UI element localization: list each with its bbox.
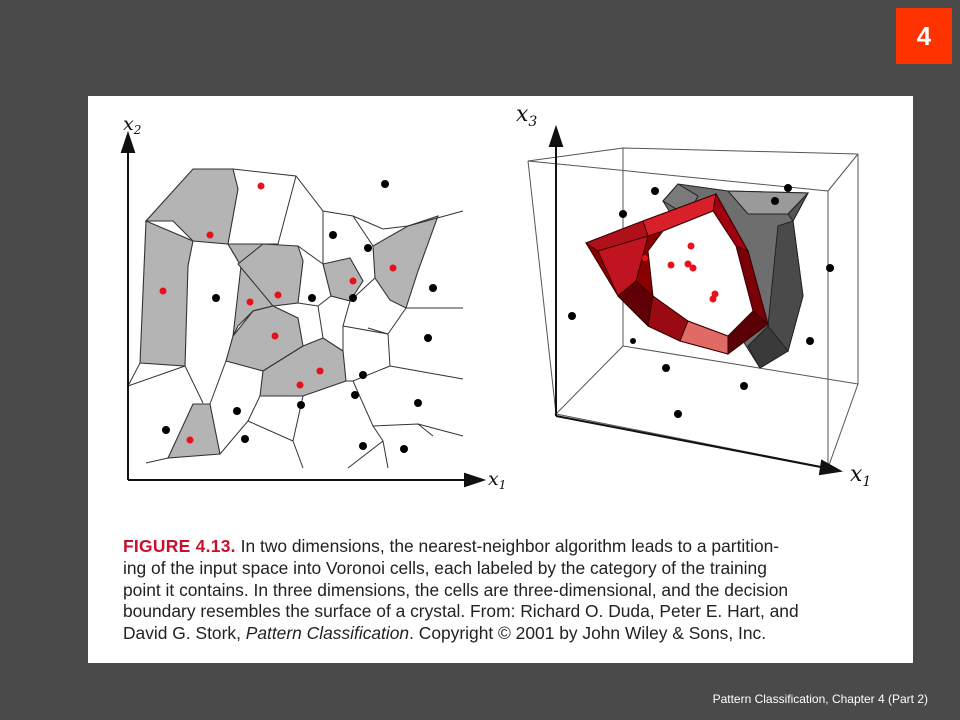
voronoi-edge [185,366,203,403]
black-point [162,426,170,434]
black-point [351,391,359,399]
red-point [390,265,397,272]
black-point [674,410,682,418]
voronoi-cell-gray [373,216,438,308]
voronoi-edge [318,306,323,338]
black-point [233,407,241,415]
slide-number-badge: 4 [896,8,952,64]
figure-panel [88,96,913,663]
red-point [297,382,304,389]
voronoi-edge [383,441,388,468]
black-point [241,435,249,443]
cube-edge [828,154,858,191]
figure-caption [123,536,883,645]
black-point [400,445,408,453]
black-point [619,210,627,218]
black-point [630,338,636,344]
x-axis-label-3d: $x_1$ [850,462,872,490]
red-point [275,292,282,299]
caption-text: David G. Stork, [123,623,241,644]
red-point [317,368,324,375]
cube-edge [528,148,858,161]
x-axis-3d [556,416,826,468]
voronoi-cell-gray [140,221,193,366]
black-point [212,294,220,302]
black-point [349,294,357,302]
caption-text: In two dimensions, the nearest-neighbor algorithm leads to a partition- [240,536,780,556]
voronoi-edge [210,361,226,404]
caption-line-2: ing of the input space into Voronoi cells, each labeled by the category of the training [123,557,767,578]
cube-edge [623,346,858,384]
caption-text: . Copyright © 2001 by John Wiley & Sons, Inc. [409,623,767,644]
voronoi-edge [220,396,260,454]
black-point [364,244,372,252]
voronoi-edge [233,169,463,229]
caption-line-1 [123,536,883,558]
voronoi-2d-plot [122,113,506,492]
black-point [826,264,834,272]
x-axis-label-2d: $x_1$ [488,468,507,492]
cube-edge [528,161,556,414]
black-point [297,401,305,409]
black-point [771,197,779,205]
black-point [308,294,316,302]
y-axis-label-2d: $x_2$ [123,113,142,137]
slide-footer: Pattern Classification, Chapter 4 (Part 2) [712,692,928,706]
voronoi-edge [248,421,303,468]
y-axis-arrow [122,134,134,152]
black-point [806,337,814,345]
black-point [651,187,659,195]
voronoi-edge [263,176,296,244]
black-point [359,371,367,379]
black-point [424,334,432,342]
black-point [568,312,576,320]
red-point [710,296,717,303]
cube-edge [828,384,858,468]
voronoi-edge [346,334,390,381]
x-axis-arrow [465,474,483,486]
voronoi-cell-gray [168,404,220,458]
voronoi-gray-cells [140,169,438,458]
caption-line-4: boundary resembles the surface of a crystal. From: Richard O. Duda, Peter E. Hart, and [123,601,799,622]
black-point [414,399,422,407]
red-point [207,232,214,239]
red-point [258,183,265,190]
black-point [329,231,337,239]
red-point [642,255,648,261]
black-point [662,364,670,372]
black-point [429,284,437,292]
z-axis-label-3d: $x_3$ [516,102,538,130]
black-point [359,442,367,450]
red-point [272,333,279,340]
crystal-3d-plot [516,102,871,490]
black-point [740,382,748,390]
red-point [160,288,167,295]
book-title: Pattern Classification [245,623,410,644]
caption-label: FIGURE 4.13. [123,536,236,556]
red-point [350,278,357,285]
red-point [690,265,697,272]
red-point [187,437,194,444]
caption-line-3: point it contains. In three dimensions, the cells are three-dimensional, and the decision [123,579,789,600]
black-point [381,180,389,188]
red-point [668,262,675,269]
voronoi-edge [390,366,463,379]
z-axis-arrow [550,128,562,146]
caption-line-5 [123,623,883,645]
red-point [247,299,254,306]
cube-edge [556,346,623,414]
voronoi-edge [146,458,168,463]
red-point [688,243,695,250]
black-point [784,184,792,192]
